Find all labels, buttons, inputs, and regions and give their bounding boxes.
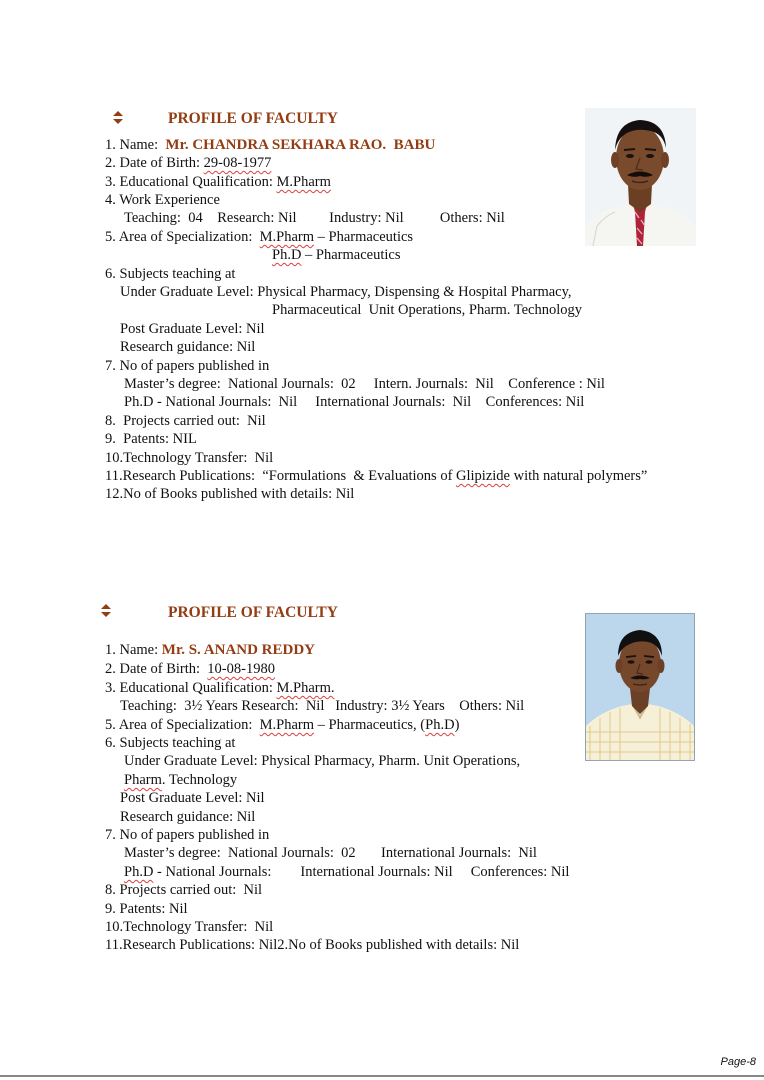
books-line: 12.No of Books published with details: Nil	[105, 486, 355, 502]
projects-line: 8. Projects carried out: Nil	[105, 413, 266, 429]
specialization-phd: Ph.D	[425, 717, 455, 733]
patents-line: 9. Patents: NIL	[105, 431, 197, 447]
technology-transfer-line: 10.Technology Transfer: Nil	[105, 450, 274, 466]
technology-transfer-line: 10.Technology Transfer: Nil	[105, 919, 274, 935]
profile-title: PROFILE OF FACULTY	[168, 604, 338, 621]
specialization-row	[105, 717, 459, 734]
faculty-name: Mr. S. ANAND REDDY	[161, 642, 315, 658]
subjects-label: 6. Subjects teaching at	[105, 266, 236, 282]
qualification-row	[105, 174, 331, 191]
specialization-degree: M.Pharm	[259, 717, 314, 733]
papers-label: 7. No of papers published in	[105, 827, 270, 843]
research-guidance-line: Research guidance: Nil	[120, 339, 256, 355]
qualification-value: M.Pharm	[276, 174, 331, 190]
faculty-name: Mr. CHANDRA SEKHARA RAO. BABU	[165, 137, 436, 153]
masters-papers-line: Master’s degree: National Journals: 02 Intern. Journals: Nil Conference : Nil	[124, 376, 605, 392]
profile-title: PROFILE OF FACULTY	[168, 110, 338, 127]
pg-level-line: Post Graduate Level: Nil	[120, 321, 265, 337]
specialization-degree: M.Pharm	[259, 229, 314, 245]
publications-text-end: with natural polymers”	[510, 468, 648, 484]
qualification-row	[105, 680, 335, 697]
diamond-bullet-icon	[101, 604, 111, 618]
publications-text: 11.Research Publications: “Formulations & Evaluations of	[105, 468, 457, 484]
qualification-label: 3. Educational Qualification:	[105, 174, 277, 190]
ug-subjects-line: Under Graduate Level: Physical Pharmacy, Dispensing & Hospital Pharmacy,	[120, 284, 572, 300]
specialization-row-2	[272, 247, 400, 264]
dob-row	[105, 661, 275, 678]
qualification-label: 3. Educational Qualification:	[105, 680, 277, 696]
specialization-label: 5. Area of Specialization:	[105, 229, 260, 245]
name-row	[105, 137, 435, 154]
name-label: 1. Name:	[105, 642, 159, 658]
ug-subject-pharm: Pharm	[124, 772, 162, 788]
papers-label: 7. No of papers published in	[105, 358, 270, 374]
specialization-field: – Pharmaceutics	[314, 229, 414, 245]
specialization-label: 5. Area of Specialization:	[105, 717, 260, 733]
research-guidance-line: Research guidance: Nil	[120, 809, 256, 825]
qualification-value: M.Pharm.	[276, 680, 335, 696]
work-experience-line: Teaching: 3½ Years Research: Nil Industry: 3½ Years Others: Nil	[120, 698, 525, 714]
dob-value: 29-08-1977	[203, 155, 272, 171]
pg-level-line: Post Graduate Level: Nil	[120, 790, 265, 806]
specialization-degree-2: Ph.D	[272, 247, 302, 263]
specialization-row	[105, 229, 413, 246]
ug-subjects-line: Under Graduate Level: Physical Pharmacy, Pharm. Unit Operations,	[124, 753, 521, 769]
name-label: 1. Name:	[105, 137, 159, 153]
phd-papers-line: Ph.D - National Journals: Nil International Journals: Nil Conferences: Nil	[124, 394, 585, 410]
phd-abbrev: Ph.D	[124, 864, 154, 880]
faculty-photo	[585, 613, 695, 761]
masters-papers-line: Master’s degree: National Journals: 02 International Journals: Nil	[124, 845, 537, 861]
phd-papers-text: - National Journals: International Journals: Nil Conferences: Nil	[153, 864, 570, 880]
research-publications-line	[105, 468, 647, 485]
specialization-close: )	[454, 717, 460, 733]
dob-label: 2. Date of Birth:	[105, 661, 208, 677]
ug-subjects-line-2	[124, 772, 237, 789]
dob-label: 2. Date of Birth:	[105, 155, 204, 171]
subjects-label: 6. Subjects teaching at	[105, 735, 236, 751]
patents-line: 9. Patents: Nil	[105, 901, 188, 917]
work-experience-line: Teaching: 04 Research: Nil Industry: Nil Others: Nil	[124, 210, 505, 226]
specialization-field: – Pharmaceutics, (	[314, 717, 426, 733]
page-number: Page-8	[720, 1056, 756, 1068]
phd-papers-line	[124, 864, 569, 881]
projects-line: 8. Projects carried out: Nil	[105, 882, 263, 898]
ug-subjects-line-2: Pharmaceutical Unit Operations, Pharm. Technology	[272, 302, 582, 318]
research-publications-line: 11.Research Publications: Nil2.No of Books published with details: Nil	[105, 937, 520, 953]
specialization-field-2: – Pharmaceutics	[301, 247, 401, 263]
diamond-bullet-icon	[113, 111, 123, 125]
faculty-photo	[585, 108, 696, 246]
publications-drug: Glipizide	[456, 468, 510, 484]
footer-rule	[0, 1075, 764, 1077]
ug-subject-tech: . Technology	[161, 772, 238, 788]
name-row	[105, 642, 315, 659]
dob-row	[105, 155, 271, 172]
work-experience-label: 4. Work Experience	[105, 192, 220, 208]
dob-value: 10-08-1980	[207, 661, 275, 677]
